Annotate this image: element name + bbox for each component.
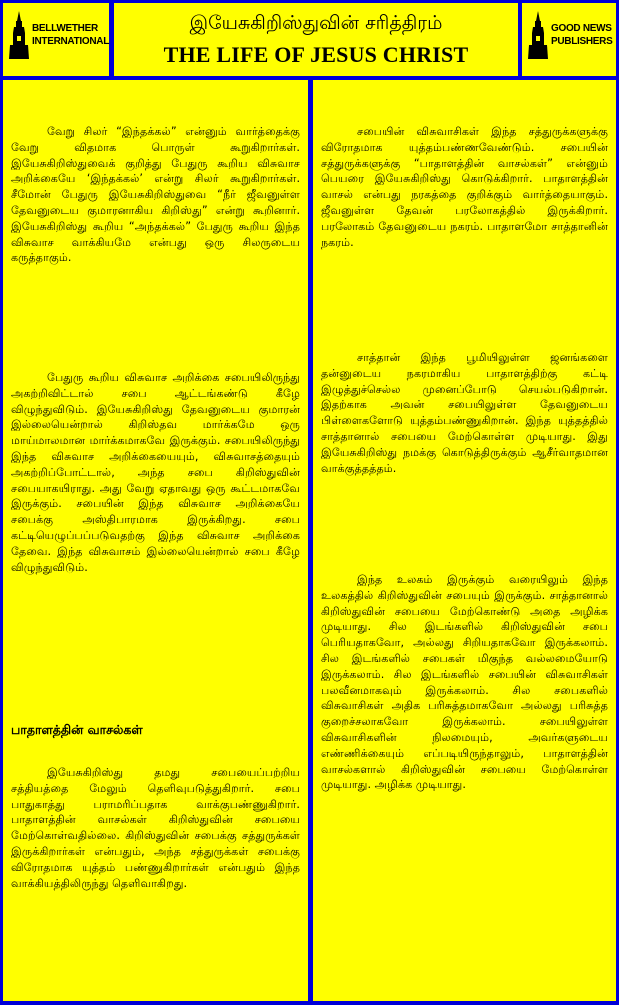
logo-line: BELLWETHER bbox=[32, 23, 98, 34]
paragraph: இயேசுகிறிஸ்து தமது சபையைப்பற்றிய சத்தியத்தை மேலும் தெளிவுபடுத்துகிறார். சபை பாதுகாத்து பராமரிப்பதாக வாக்குபண்ணுகிறார். பாதாளத்தின் வாசல்கள் கிறிஸ்துவின் சபையை மேற்கொள்வதில்லை. கிறிஸ்துவின் சபைக்கு சத்துருக்கள் இருக்கிறார்கள் என்பதும், அந்த சத்துருக்கள் சபைக்கு விரோதமாக யுத்தம் பண்ணுகிறார்கள் என்பதும் இந்த வாக்கியத்திலிருந்து தெளிவாகிறது. bbox=[11, 766, 300, 890]
title-tamil: இயேசுகிறிஸ்துவின் சரித்திரம் bbox=[189, 12, 443, 34]
right-column bbox=[313, 80, 616, 1001]
logo-line: PUBLISHERS bbox=[551, 36, 613, 47]
paragraph: சாத்தான் இந்த பூமியிலுள்ள ஜனங்களை தன்னுடைய நகரமாகிய பாதாளத்திற்கு கட்டி இழுத்துச்செல்ல முனைப்போடு செயல்படுகிறான். இதற்காக அவன் சபையிலுள்ள தேவனுடைய பிள்ளைகளோடு யுத்தம்பண்ணுகிறான். இந்த யுத்தத்தில் சாத்தானால் சபையை மேற்கொள்ள முடியாது. இது இயேசுகிறிஸ்து நமக்கு கொடுத்திருக்கும் ஆசீர்வாதமான வாக்குத்தத்தம். bbox=[321, 351, 608, 475]
paragraph: சபையின் விசுவாசிகள் இந்த சத்துருக்களுக்கு விரோதமாக யுத்தம்பண்ணவேண்டும். சபையின் சத்துருக்களுக்கு “பாதாளத்தின் வாசல்கள்” என்னும் பெயரை இயேசுகிறிஸ்து கொடுக்கிறார். பாதாளத்தின் வாசல் என்பது நரகத்தை குறிக்கும் வார்த்தையாகும். ஜீவனுள்ள தேவன் பரலோகத்தில் இருக்கிறார். பரலோகம் தேவனுடைய நகரம். பாதாளமோ சாத்தானின் நகரம். bbox=[321, 125, 608, 249]
good-news-logo bbox=[528, 11, 612, 59]
bellwether-logo bbox=[9, 11, 109, 59]
title-english: THE LIFE OF JESUS CHRIST bbox=[163, 42, 469, 67]
publisher-logo-left bbox=[3, 3, 109, 76]
logo-line: GOOD NEWS bbox=[551, 23, 612, 34]
logo-text-left bbox=[32, 22, 109, 48]
title-banner bbox=[114, 3, 518, 76]
publisher-logo-right bbox=[522, 3, 616, 76]
logo-text-right bbox=[551, 22, 612, 48]
section-heading: பாதாளத்தின் வாசல்கள் bbox=[11, 722, 143, 737]
left-column bbox=[3, 80, 308, 1001]
church-tower-icon bbox=[528, 11, 548, 59]
paragraph: பேதுரு கூறிய விசுவாச அறிக்கை சபையிலிருந்து அகற்றிவிட்டால் சபை ஆட்டங்கண்டு கீழே விழுந்துவிடும். இயேசுகிறிஸ்து தேவனுடைய குமாரன் இல்லையென்றால் கிறிஸ்தவ மார்க்கமே ஒரு மாய்மாலமான மார்க்கமாகவே இருக்கும். சபையிலிருந்து இந்த விசுவாச அறிக்கையையும், விசுவாசத்தையும் அகற்றிப்போட்டால், அந்த சபை கிறிஸ்துவின் சபையாகயிராது. அது வேறு ஏதாவது ஒரு கூட்டமாகவே இருக்கும். சபையின் இந்த விசுவாச அறிக்கையே சபைக்கு அஸ்திபாரமாக இருக்கிறது. சபை கட்டியெழுப்பப்படுவதற்கு இந்த விசுவாச அறிக்கை தேவை. இந்த விசுவாசம் இல்லையென்றால் சபை கீழே விழுந்துவிடும். bbox=[11, 371, 300, 574]
paragraph: இந்த உலகம் இருக்கும் வரையிலும் இந்த உலகத்தில் கிறிஸ்துவின் சபையும் இருக்கும். சாத்தானால் கிறிஸ்துவின் சபையை மேற்கொண்டு அதை அழிக்க முடியாது. சில இடங்களில் கிறிஸ்துவின் சபை பெரியதாகவோ, அல்லது சிறியதாகவோ இருக்கலாம். சில இடங்களில் சபைகள் மிகுந்த வல்லமையோடு இருக்கலாம். சில இடங்களில் சபையின் விசுவாசிகள் பலவீனமாகவும் இருக்கலாம். சில சபைகளில் விசுவாசிகள் அதிக பரிசுத்தமாகவோ அல்லது பரிசுத்த குறைச்சலாகவோ இருக்கலாம். சபையிலுள்ள விசுவாசிகளின் நிலமையும், அவர்களுடைய எண்ணிக்கையும் எப்படியிருந்தாலும், பாதாளத்தின் வாசல்களால் கிறிஸ்துவின் சபையை மேற்கொள்ள முடியாது. அழிக்க முடியாது. bbox=[321, 573, 608, 792]
church-tower-icon bbox=[9, 11, 29, 59]
logo-line: INTERNATIONAL bbox=[32, 36, 110, 47]
paragraph: வேறு சிலர் “இந்தக்கல்” என்னும் வார்த்தைக்கு வேறு விதமாக பொருள் கூறுகிறார்கள். இயேசுகிறிஸ்துவைக் குறித்து பேதுரு கூறிய விசுவாச அறிக்கையே ‘இந்தக்கல்’ என்று சிலர் கூறுகிறார்கள். சீமோன் பேதுரு இயேசுகிறிஸ்துவை “நீர் ஜீவனுள்ள தேவனுடைய குமாரனாகிய கிறிஸ்து” என்று கூறினார். இயேசுகிறிஸ்து கூறிய “அந்தக்கல்” பேதுரு கூறிய இந்த விசுவாச வாக்கியமே என்பது ஒரு சிலருடைய கருத்தாகும். bbox=[11, 125, 300, 265]
